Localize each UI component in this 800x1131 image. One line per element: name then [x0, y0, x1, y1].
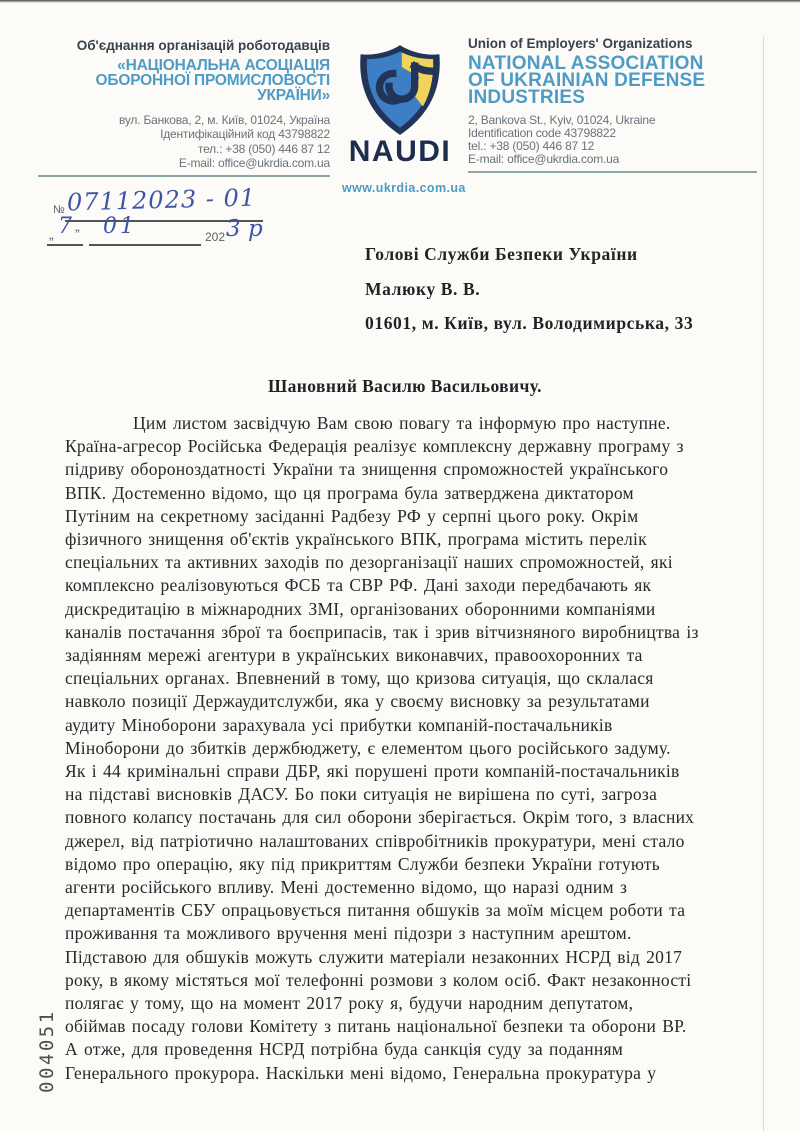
body-line: Як і 44 кримінальні справи ДБР, які порушені проти компаній-постачальників — [65, 761, 680, 782]
month-underline — [89, 244, 201, 246]
body-line: Путіним на секретному засіданні Радбезу РФ у серпні цього року. Окрім — [65, 505, 639, 526]
body-line: повного колапсу постачань для сил оборони зберігається. Окрім того, з власних — [65, 807, 695, 828]
body-line: аудиту Міноборони зарахувала усі прибутки компаній-постачальників — [65, 714, 613, 735]
body-line: року, в якому містяться мої телефонні розмови з колом осіб. Факт незаконності — [65, 969, 692, 990]
body-line: ВПК. Достеменно відомо, що ця програма була затверджена диктатором — [65, 482, 634, 503]
body-line: задіянням мережі агентури в українських виконавчих, правоохоронних та — [65, 645, 643, 666]
scan-top-edge — [0, 0, 800, 3]
org-name-ukrainian-line: УКРАЇНИ» — [257, 87, 330, 104]
day-open-quote: „ — [49, 226, 54, 242]
day-close-quote: ” — [75, 226, 80, 242]
org-type-english: Union of Employers' Organizations — [468, 36, 693, 51]
org-name-english — [468, 53, 768, 108]
body-line: підриву обороноздатності України та знищення спроможностей українського — [65, 459, 669, 480]
org-type-ukrainian: Об'єднання організацій роботодавців — [76, 38, 330, 53]
body-line: департаментів СБУ опрацьовується питання обшуків за моїм місцем роботи та — [65, 900, 686, 921]
body-line: Міноборони до збитків держбюджету, є елементом цього російського задуму. — [65, 737, 671, 758]
handwritten-outgoing-number: 07112023 - 01 — [66, 183, 257, 217]
org-name-english-line: NATIONAL ASSOCIATION — [468, 53, 704, 74]
body-line: відомо про операцію, яку під прикриттям Служби безпеки України готують — [65, 853, 661, 874]
org-phone-english: tel.: +38 (050) 446 87 12 — [468, 139, 595, 154]
body-line: обіймав посаду голови Комітету з питань національної безпеки та оборони ВР. — [65, 1016, 687, 1037]
body-line: Цим листом засвідчую Вам свою повагу та інформую про наступне. — [133, 413, 671, 433]
body-line: комплексно реалізовуються ФСБ та СВР РФ. Дані заходи передбачають як — [65, 575, 652, 596]
handwritten-month: 01 — [103, 214, 137, 239]
printed-year-prefix: 202 — [205, 230, 226, 244]
body-line: А отже, для проведення НСРД потрібна буда санкція суду за поданням — [65, 1039, 624, 1060]
stamp-number: 004051 — [36, 1009, 58, 1093]
website-url: www.ukrdia.com.ua — [342, 181, 466, 195]
org-name-ukrainian-line: «НАЦІОНАЛЬНА АСОЦІАЦІЯ — [117, 57, 330, 74]
naudi-shield-logo-icon — [356, 44, 444, 136]
body-line: агенти російського впливу. Мені достеменно відомо, що наразі одним з — [65, 877, 628, 898]
logo-acronym: NAUDI — [348, 135, 452, 168]
naudi-logo — [342, 44, 466, 195]
org-header-ukrainian — [40, 38, 330, 171]
recipient-block — [365, 237, 693, 341]
number-sign: № — [53, 204, 65, 216]
recipient-line: Голові Служби Безпеки України — [365, 244, 638, 264]
registration-block — [45, 183, 295, 268]
org-email-ukrainian: E-mail: office@ukrdia.com.ua — [178, 156, 330, 171]
org-email-english: E-mail: office@ukrdia.com.ua — [468, 152, 620, 167]
recipient-line: Малюку В. В. — [365, 278, 481, 299]
body-line: проживання та можливого вручення мені підозри з наступним арештом. — [65, 923, 632, 944]
org-name-english-line: INDUSTRIES — [468, 86, 586, 108]
org-address-english: 2, Bankova St., Kyiv, 01024, Ukraine — [468, 113, 656, 128]
letter-body — [65, 412, 765, 1085]
body-line: Країна-агресор Російська Федерація реалізує комплексну державну програму з — [65, 436, 684, 457]
handwritten-day: 7 — [58, 214, 72, 239]
header-rule-left — [38, 175, 330, 177]
body-line: Підставою для обшуків можуть служити матеріали незаконних НСРД від 2017 — [65, 946, 683, 967]
org-id-code-ukrainian: Ідентифікаційний код 43798822 — [160, 127, 330, 142]
body-line: спеціальних органах. Впевнений в тому, що кризова ситуація, що склалася — [65, 668, 654, 689]
org-id-code-english: Identification code 43798822 — [468, 126, 616, 141]
org-phone-ukrainian: тел.: +38 (050) 446 87 12 — [197, 141, 330, 156]
org-contact-ukrainian — [40, 113, 330, 171]
day-underline — [47, 244, 83, 246]
body-line: полягає у тому, що на момент 2017 року я, будучи народним депутатом, — [65, 993, 634, 1014]
body-line: джерел, від патріотично налаштованих співробітників прокуратури, мені стало — [65, 830, 685, 851]
org-name-english-line: OF UKRAINIAN DEFENSE — [468, 69, 706, 91]
body-line: на підставі висновків ДАСУ. Бо поки ситуація не вирішена по суті, загроза — [65, 784, 658, 805]
org-name-ukrainian-line: ОБОРОННОЇ ПРОМИСЛОВОСТІ — [95, 72, 330, 89]
salutation: Шановний Василю Васильовичу. — [268, 376, 542, 396]
body-line: навколо позиції Держаудитслужби, яка у своєму висновку за результатами — [65, 691, 650, 712]
body-line: спеціальних та активних заходів по дезорганізації наших спроможностей, які — [65, 552, 673, 573]
body-line: фізичного знищення об'єктів українського ВПК, програма містить перелік — [65, 529, 647, 550]
org-address-ukrainian: вул. Банкова, 2, м. Київ, 01024, Україна — [118, 113, 330, 127]
org-name-ukrainian — [40, 58, 330, 103]
body-line: дискредитацію в міжнародних ЗМІ, організованих оборонними компаніями — [65, 598, 656, 619]
recipient-line: 01601, м. Київ, вул. Володимирська, 33 — [365, 313, 694, 333]
handwritten-year-suffix: 3 р — [226, 216, 263, 242]
header-rule-right — [468, 171, 757, 173]
org-header-english — [468, 36, 768, 166]
org-contact-english — [468, 114, 768, 166]
body-line: каналів постачання зброї та боєприпасів, так і зрив вітчизняного виробництва із — [65, 621, 699, 642]
body-line: Генерального прокурора. Наскільки мені відомо, Генеральна прокуратура у — [65, 1062, 657, 1083]
